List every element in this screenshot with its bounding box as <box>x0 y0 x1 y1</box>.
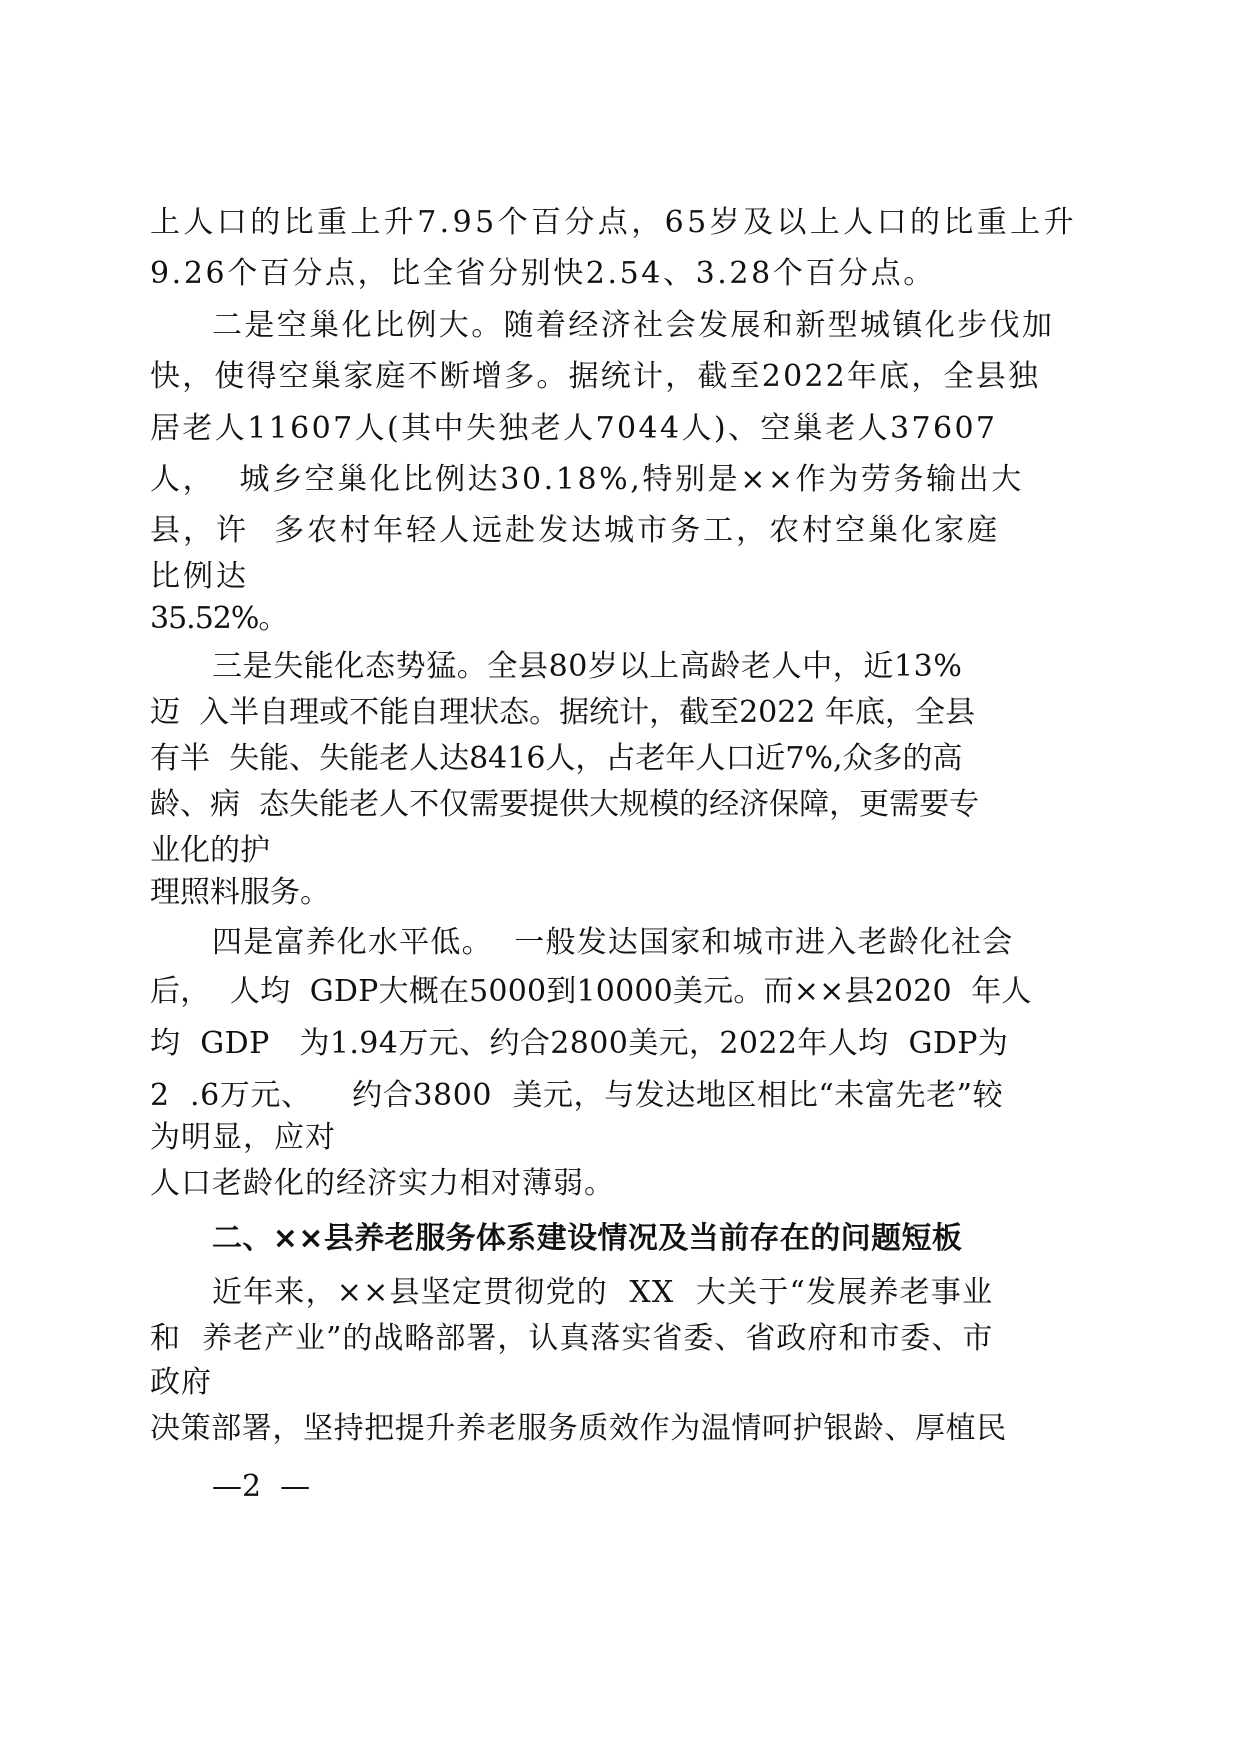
body-line: 迈 入半自理或不能自理状态。据统计，截至2022 年底，全县 <box>150 695 975 730</box>
body-line: 后， 人均 GDP大概在5000到10000美元。而××县2020 年人 <box>150 974 1032 1009</box>
body-line: 业化的护 <box>150 833 270 868</box>
body-line: 政府 <box>150 1365 212 1400</box>
body-line: 为明显，应对 <box>150 1120 336 1155</box>
body-line: 人， 城乡空巢化比例达30.18%,特别是××作为劳务输出大 <box>150 462 1024 497</box>
body-line: 和 养老产业”的战略部署，认真落实省委、省政府和市委、市 <box>150 1321 994 1356</box>
body-line: 决策部署，坚持把提升养老服务质效作为温情呵护银龄、厚植民 <box>150 1411 1007 1446</box>
body-line: 快，使得空巢家庭不断增多。据统计，截至2022年底，全县独 <box>150 359 1041 394</box>
body-line: 二是空巢化比例大。随着经济社会发展和新型城镇化步伐加 <box>212 308 1055 343</box>
body-line: 县，许 多农村年轻人远赴发达城市务工，农村空巢化家庭 <box>150 513 1001 548</box>
body-line: 四是富养化水平低。 一般发达国家和城市进入老龄化社会 <box>212 925 1014 960</box>
body-line: 龄、病 态失能老人不仅需要提供大规模的经济保障，更需要专 <box>150 787 980 822</box>
body-line: 三是失能化态势猛。全县80岁以上高龄老人中，近13% <box>212 649 963 684</box>
page-number: —2 — <box>212 1469 311 1504</box>
body-line: 理照料服务。 <box>150 875 330 910</box>
body-line: 35.52%。 <box>150 601 288 636</box>
section-heading: 二、××县养老服务体系建设情况及当前存在的问题短板 <box>212 1221 963 1256</box>
body-line: 均 GDP 为1.94万元、约合2800美元，2022年人均 GDP为 <box>150 1026 1009 1061</box>
body-line: 2 .6万元、 约合3800 美元，与发达地区相比“未富先老”较 <box>150 1078 1004 1113</box>
body-line: 居老人11607人(其中失独老人7044人)、空巢老人37607 <box>150 411 998 446</box>
body-line: 近年来，××县坚定贯彻党的 XX 大关于“发展养老事业 <box>212 1275 994 1310</box>
body-line: 人口老龄化的经济实力相对薄弱。 <box>150 1166 615 1201</box>
body-line: 上人口的比重上升7.95个百分点，65岁及以上人口的比重上升 <box>150 205 1077 240</box>
body-line: 比例达 <box>150 559 249 594</box>
body-line: 9.26个百分点，比全省分别快2.54、3.28个百分点。 <box>150 256 936 291</box>
body-line: 有半 失能、失能老人达8416人，占老年人口近7%,众多的高 <box>150 741 963 776</box>
